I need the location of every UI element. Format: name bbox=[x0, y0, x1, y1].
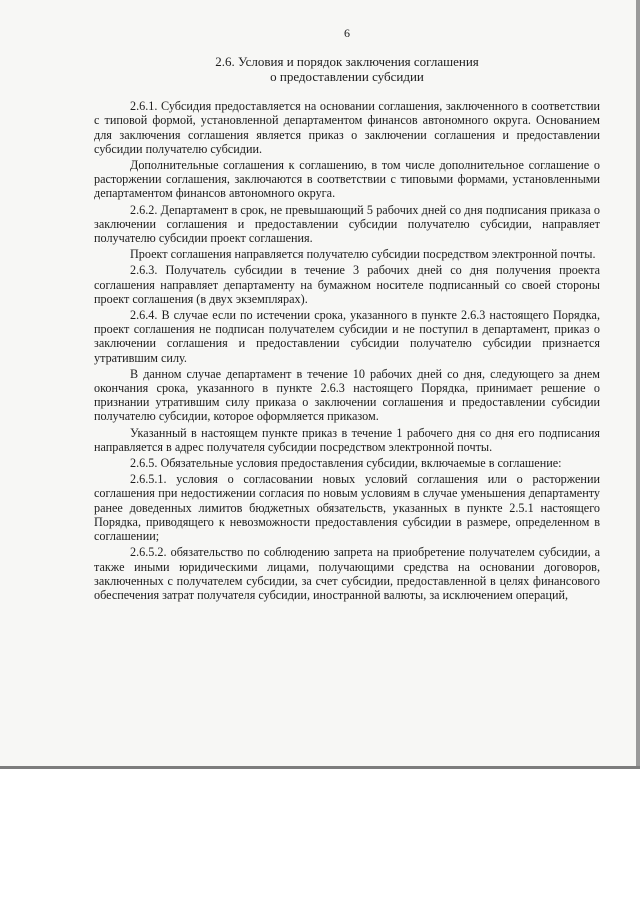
document-text bbox=[94, 26, 600, 604]
paragraph-2-6-5-2: 2.6.5.2. обязательство по соблюдению запрета на приобретение получателем субсидии, а также иными юридическими лицами, получающими средства на основании договоров, заключенных с получателем субсидии, за счет субсидии, предоставленной в целях финансового обеспечения затрат получателя субсидии, иностранной валюты, за исключением операций, bbox=[94, 545, 600, 602]
paragraph-2-6-1: 2.6.1. Субсидия предоставляется на основании соглашения, заключенного в соответствии с типовой формой, установленной департаментом финансов автономного округа. Основанием для заключения соглашения является приказ о заключении соглашения и предоставлении субсидии получателю субсидии. bbox=[94, 99, 600, 156]
paragraph-2-6-4: 2.6.4. В случае если по истечении срока, указанного в пункте 2.6.3 настоящего Порядка, проект соглашения не подписан получателем субсидии и не поступил в департамент, приказ о заключении соглашения и предоставлении субсидии получателю субсидии признается утратившим силу. bbox=[94, 308, 600, 365]
section-title bbox=[94, 54, 600, 84]
page-edge-right bbox=[636, 0, 640, 768]
paragraph-draft-by-email: Проект соглашения направляется получателю субсидии посредством электронной почты. bbox=[130, 247, 596, 262]
paragraph-additional-agreements: Дополнительные соглашения к соглашению, в том числе дополнительное соглашение о расторжении соглашения, заключаются в соответствии с типовыми формами, установленными департаментом финансов автономного округа. bbox=[94, 158, 600, 201]
paragraph-2-6-5: 2.6.5. Обязательные условия предоставления субсидии, включаемые в соглашение: bbox=[130, 456, 562, 471]
paragraph-2-6-5-1: 2.6.5.1. условия о согласовании новых условий соглашения или о расторжении соглашения при недостижении согласия по новым условиям в случае уменьшения департаменту ранее доведенных лимитов бюджетных обязательств, указанных в пункте 2.5.1 настоящего Порядка, приводящего к невозможности предоставления субсидии в размере, определенном в соглашении; bbox=[94, 472, 600, 544]
page-edge-bottom bbox=[0, 766, 640, 769]
paragraph-2-6-3: 2.6.3. Получатель субсидии в течение 3 рабочих дней со дня получения проекта соглашения направляет департаменту на бумажном носителе подписанный со своей стороны проект соглашения (в двух экземплярах). bbox=[94, 263, 600, 306]
page-number: 6 bbox=[344, 26, 350, 40]
paragraph-order-sending: Указанный в настоящем пункте приказ в течение 1 рабочего дня со дня его подписания направляется в адрес получателя субсидии посредством электронной почты. bbox=[94, 425, 600, 454]
section-title-line-1: 2.6. Условия и порядок заключения соглашения bbox=[215, 54, 479, 70]
section-title-line-2: о предоставлении субсидии bbox=[270, 69, 424, 85]
paragraph-invalidation-decision: В данном случае департамент в течение 10 рабочих дней со дня, следующего за днем окончания срока, указанного в пункте 2.6.3 настоящего Порядка, принимает решение о признании утратившим силу приказа о заключении соглашения и предоставлении субсидии получателю субсидии, которое оформляется приказом. bbox=[94, 366, 600, 424]
paragraph-2-6-2: 2.6.2. Департамент в срок, не превышающий 5 рабочих дней со дня подписания приказа о заключении соглашения и предоставлении субсидии получателю субсидии, направляет получателю субсидии проект соглашения. bbox=[94, 202, 600, 246]
